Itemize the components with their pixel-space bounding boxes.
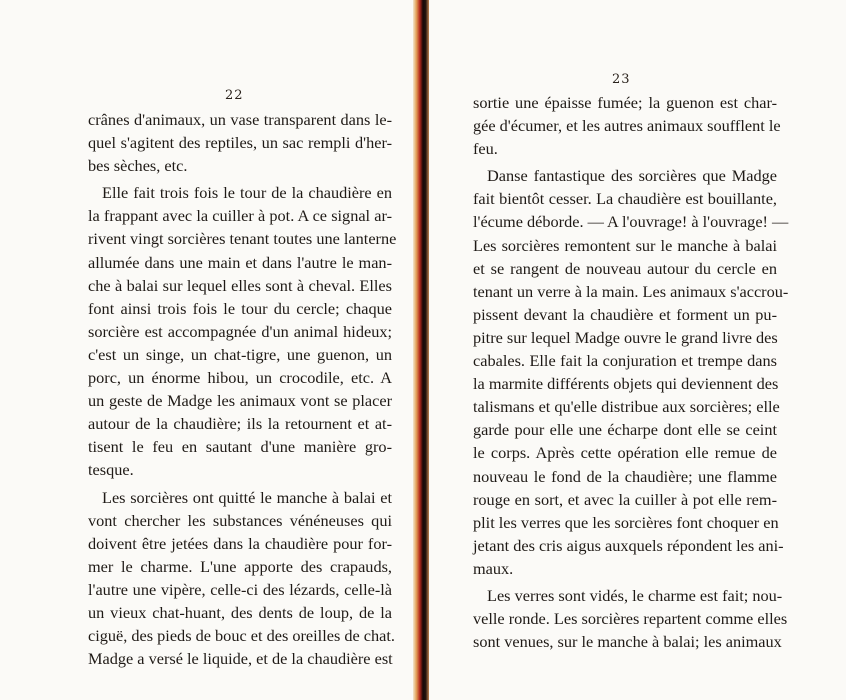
text-line: tenant un verre à la main. Les animaux s'accrou- <box>473 281 789 301</box>
text-line: ciguë, des pieds de bouc et des oreilles de chat. <box>88 626 395 646</box>
text-line: le corps. Après cette opération elle remue de <box>473 443 777 463</box>
text-line: tisent le feu en sautant d'une manière gro- <box>88 437 392 457</box>
text-line: un vieux chat-huant, des dents de loup, de la <box>88 602 392 622</box>
text-line: Elle fait trois fois le tour de la chaudière en <box>102 183 392 203</box>
text-line: autour de la chaudière; ils la retournent et at- <box>88 414 392 434</box>
text-line: Les verres sont vidés, le charme est fait; nou- <box>487 585 783 605</box>
text-line: maux. <box>473 558 514 578</box>
text-line: cabales. Elle fait la conjuration et trempe dans <box>473 351 777 371</box>
text-line: plit les verres que les sorcières font choquer en <box>473 512 779 532</box>
text-line: gée d'écumer, et les autres animaux soufflent le <box>473 116 781 136</box>
text-line: c'est un singe, un chat-tigre, une guenon, un <box>88 344 392 364</box>
text-line: Les sorcières remontent sur le manche à balai <box>473 235 777 255</box>
text-line: tesque. <box>88 460 134 480</box>
text-line: sortie une épaisse fumée; la guenon est char- <box>473 93 777 112</box>
text-line: l'écume déborde. — A l'ouvrage! à l'ouvrage! — <box>473 212 789 232</box>
text-line: feu. <box>473 139 498 159</box>
text-line: nouveau le fond de la chaudière; une flamme <box>473 466 777 486</box>
text-line: garde pour elle une écharpe dont elle se ceint <box>473 420 777 440</box>
text-line: jetant des cris aigus auxquels répondent les ani- <box>473 535 784 555</box>
text-line: quel s'agitent des reptiles, un sac rempli d'her- <box>88 133 392 153</box>
text-line: mer le charme. L'une apporte des crapauds, <box>88 556 392 576</box>
text-line: vont chercher les substances vénéneuses qui <box>88 510 392 530</box>
text-line: pitre sur lequel Madge ouvre le grand livre des <box>473 327 778 347</box>
text-line: pissent devant la chaudière et forment un pu- <box>473 304 777 324</box>
text-line: un geste de Madge les animaux vont se placer <box>88 391 392 411</box>
text-line: Danse fantastique des sorcières que Madge <box>487 166 777 186</box>
text-line: doivent être jetées dans la chaudière pour for- <box>88 533 392 553</box>
text-line: sont venues, sur le manche à balai; les animaux <box>473 632 782 652</box>
text-line: l'autre une vipère, celle-ci des lézards, celle-là <box>88 579 392 599</box>
text-line: font ainsi trois fois le tour du cercle; chaque <box>88 298 392 318</box>
text-line: et se rangent de nouveau autour du cercle en <box>473 258 777 278</box>
text-line: la marmite différents objets qui deviennent des <box>473 374 779 394</box>
text-line: Les sorcières ont quitté le manche à balai et <box>102 487 392 507</box>
text-line: rouge en sort, et avec la cuiller à pot elle rem- <box>473 489 777 509</box>
page-text <box>88 108 397 670</box>
text-line: sorcière est accompagnée d'un animal hideux; <box>88 321 392 341</box>
text-line: rivent vingt sorcières tenant toutes une lanterne <box>88 229 397 249</box>
text-line: velle ronde. Les sorcières repartent comme elles <box>473 609 788 629</box>
text-line: che à balai sur lequel elles sont à cheval. Elles <box>88 275 392 295</box>
page-text <box>473 91 789 653</box>
text-line: allumée dans une main et dans l'autre le man- <box>88 252 392 272</box>
text-line: la frappant avec la cuiller à pot. A ce signal ar- <box>88 206 392 226</box>
left-page <box>0 0 415 700</box>
text-line: porc, un énorme hibou, un crocodile, etc. A <box>88 368 392 388</box>
text-line: crânes d'animaux, un vase transparent dans le- <box>88 110 392 129</box>
text-line: Madge a versé le liquide, et de la chaudière est <box>88 649 393 669</box>
page-number: 23 <box>612 72 631 87</box>
text-line: fait bientôt cesser. La chaudière est bouillante, <box>473 189 777 209</box>
text-line: bes sèches, etc. <box>88 156 188 176</box>
text-line: talismans et qu'elle distribue aux sorcières; elle <box>473 397 780 417</box>
page-number: 22 <box>225 88 244 103</box>
